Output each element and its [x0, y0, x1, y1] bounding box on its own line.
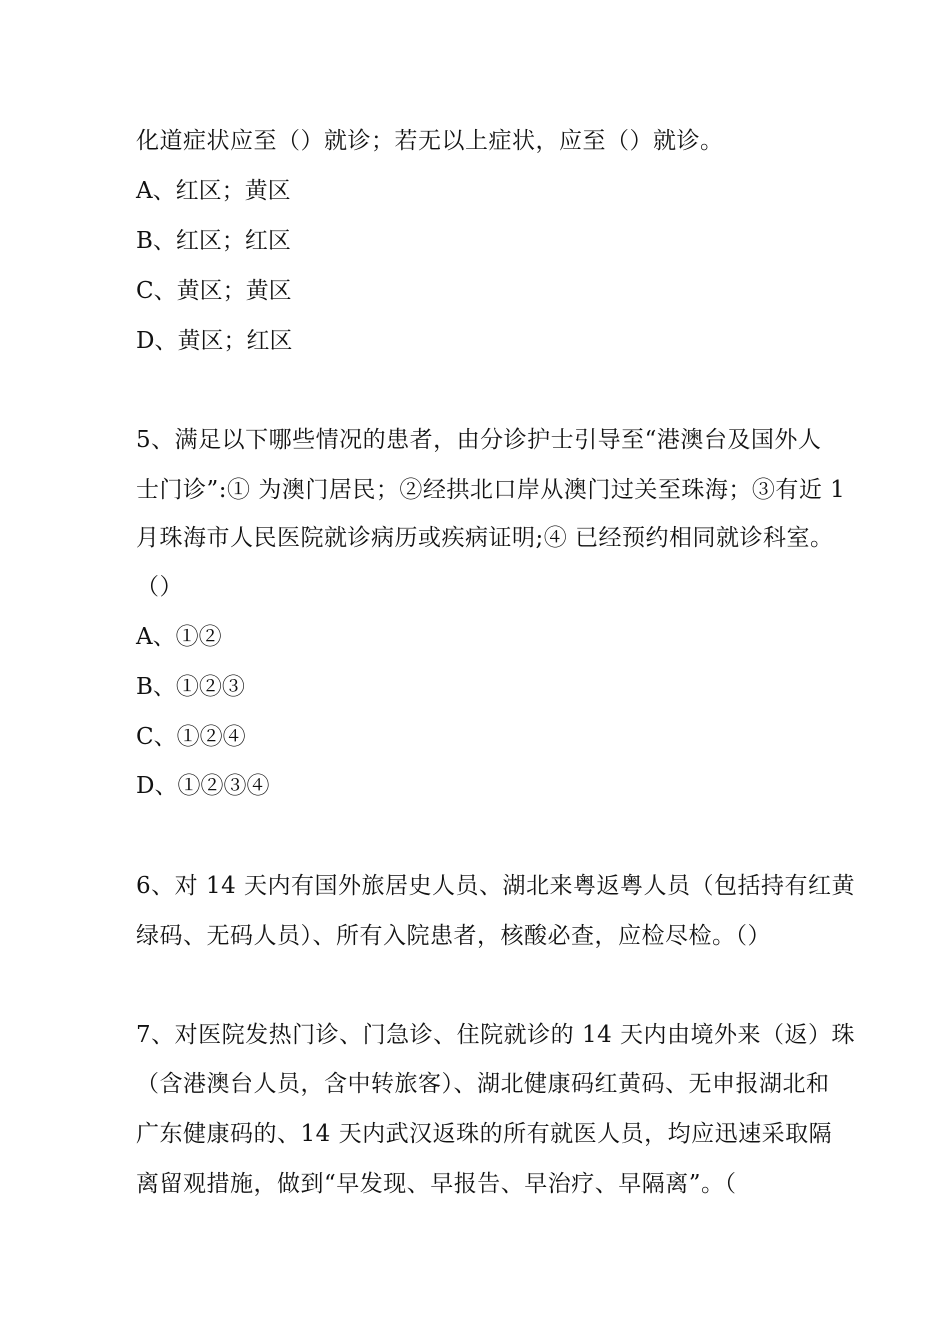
question-7-stem-line-3: 广东健康码的、14 天内武汉返珠的所有就医人员，均应迅速采取隔 — [136, 1121, 833, 1147]
question-6-stem-line-1: 6、对 14 天内有国外旅居史人员、湖北来粤返粤人员（包括持有红黄 — [136, 873, 856, 899]
question-4-option-a: A、红区；黄区 — [136, 178, 291, 204]
question-4-stem-tail: 化道症状应至（）就诊；若无以上症状，应至（）就诊。 — [136, 128, 724, 154]
question-4-option-c: C、黄区；黄区 — [136, 278, 292, 304]
question-4-option-d: D、黄区；红区 — [136, 328, 293, 354]
question-4-option-b: B、红区；红区 — [136, 228, 291, 254]
question-7-stem-line-4: 离留观措施，做到“早发现、早报告、早治疗、早隔离”。（ — [136, 1171, 737, 1197]
question-5-answer-blank: （） — [136, 574, 183, 600]
question-5-option-c: C、①②④ — [136, 724, 246, 750]
question-5-stem-line-2: 士门诊”:① 为澳门居民；②经拱北口岸从澳门过关至珠海；③有近 1 — [136, 477, 846, 503]
question-5-stem-line-3: 月珠海市人民医院就诊病历或疾病证明;④ 已经预约相同就诊科室。 — [136, 525, 834, 551]
question-7-stem-line-2: （含港澳台人员，含中转旅客）、湖北健康码红黄码、无申报湖北和 — [136, 1071, 830, 1097]
question-5-option-b: B、①②③ — [136, 674, 245, 700]
question-5-option-a: A、①② — [136, 624, 222, 650]
question-7-stem-line-1: 7、对医院发热门诊、门急诊、住院就诊的 14 天内由境外来（返）珠 — [136, 1022, 856, 1048]
question-6-stem-line-2: 绿码、无码人员）、所有入院患者，核酸必查，应检尽检。（） — [136, 923, 771, 949]
question-5-option-d: D、①②③④ — [136, 773, 270, 799]
question-5-stem-line-1: 5、满足以下哪些情况的患者，由分诊护士引导至“港澳台及国外人 — [136, 427, 822, 453]
